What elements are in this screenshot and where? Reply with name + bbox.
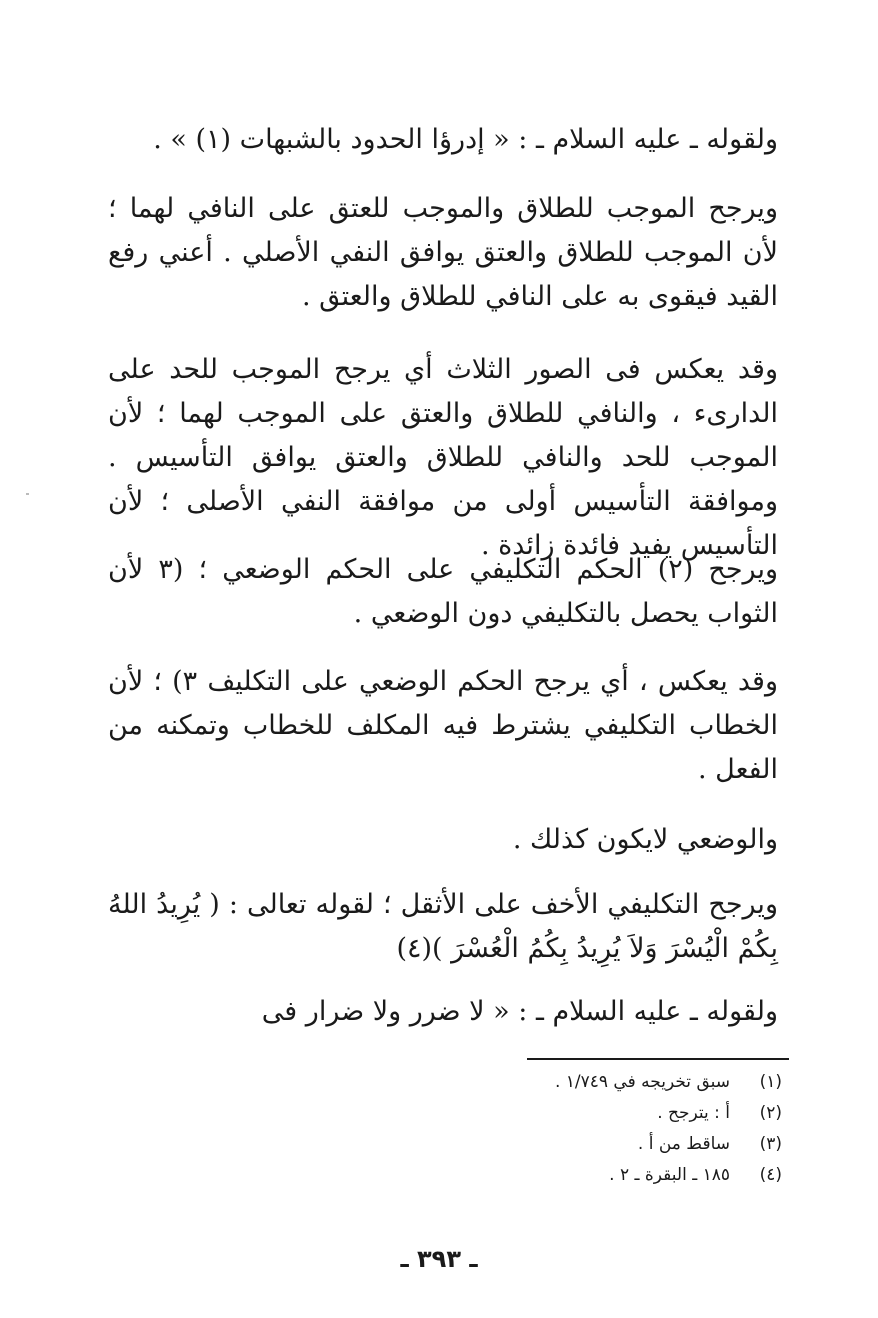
paragraph-2: ويرجح الموجب للطلاق والموجب للعتق على النافي لهما ؛ لأن الموجب للطلاق والعتق يوافق النفي الأصلي . أعني رفع القيد فيقوى به على النافي للطلاق والعتق . xyxy=(108,193,778,312)
footnote-text: ١٨٥ ـ البقرة ـ ٢ . xyxy=(609,1165,730,1185)
footnote-item xyxy=(452,1160,782,1191)
paragraph-8: ولقوله ـ عليه السلام ـ : « لا ضرر ولا ضرار فى xyxy=(261,996,778,1027)
paragraph-3: وقد يعكس فى الصور الثلاث أي يرجح الموجب للحد على الدارىء ، والنافي للطلاق والعتق على الموجب لهما ؛ لأن الموجب للحد والنافي للطلاق والعتق يوافق التأسيس . وموافقة التأسيس أولى من موافقة النفي الأصلى ؛ لأن التأسيس يفيد فائدة زائدة . xyxy=(108,354,778,561)
footnote-divider xyxy=(527,1058,789,1060)
footnote-text: ساقط من أ . xyxy=(637,1134,730,1154)
footnote-number: (١) xyxy=(759,1072,782,1092)
paragraph-4: ويرجح (٢) الحكم التكليفي على الحكم الوضعي ؛ (٣ لأن الثواب يحصل بالتكليفي دون الوضعي . xyxy=(108,554,779,629)
footnote-text: سبق تخريجه في ١/٧٤٩ . xyxy=(554,1072,730,1092)
page-number: ـ ٣٩٣ ـ xyxy=(400,1245,478,1273)
footnote-number: (٢) xyxy=(759,1103,782,1123)
paragraph-6: والوضعي لايكون كذلك . xyxy=(512,824,778,855)
footnote-item xyxy=(452,1129,782,1160)
paragraph-5: وقد يعكس ، أي يرجح الحكم الوضعي على التكليف ٣) ؛ لأن الخطاب التكليفي يشترط فيه المكلف للخطاب وتمكنه من الفعل . xyxy=(108,666,778,785)
footnote-text: أ : يترجح . xyxy=(657,1103,730,1123)
footnotes-list xyxy=(452,1067,782,1191)
scan-speck xyxy=(26,493,29,495)
footnote-item xyxy=(452,1067,782,1098)
paragraph-7: ويرجح التكليفي الأخف على الأثقل ؛ لقوله تعالى : ( يُرِيدُ اللهُ بِكُمْ الْيُسْرَ وَلاَ يُرِيدُ بِكُمُ الْعُسْرَ )(٤) xyxy=(108,889,778,964)
footnote-number: (٣) xyxy=(759,1134,782,1154)
footnote-number: (٤) xyxy=(759,1165,782,1185)
footnote-item xyxy=(452,1098,782,1129)
paragraph-1: ولقوله ـ عليه السلام ـ : « إدرؤا الحدود بالشبهات (١) » . xyxy=(153,124,778,155)
